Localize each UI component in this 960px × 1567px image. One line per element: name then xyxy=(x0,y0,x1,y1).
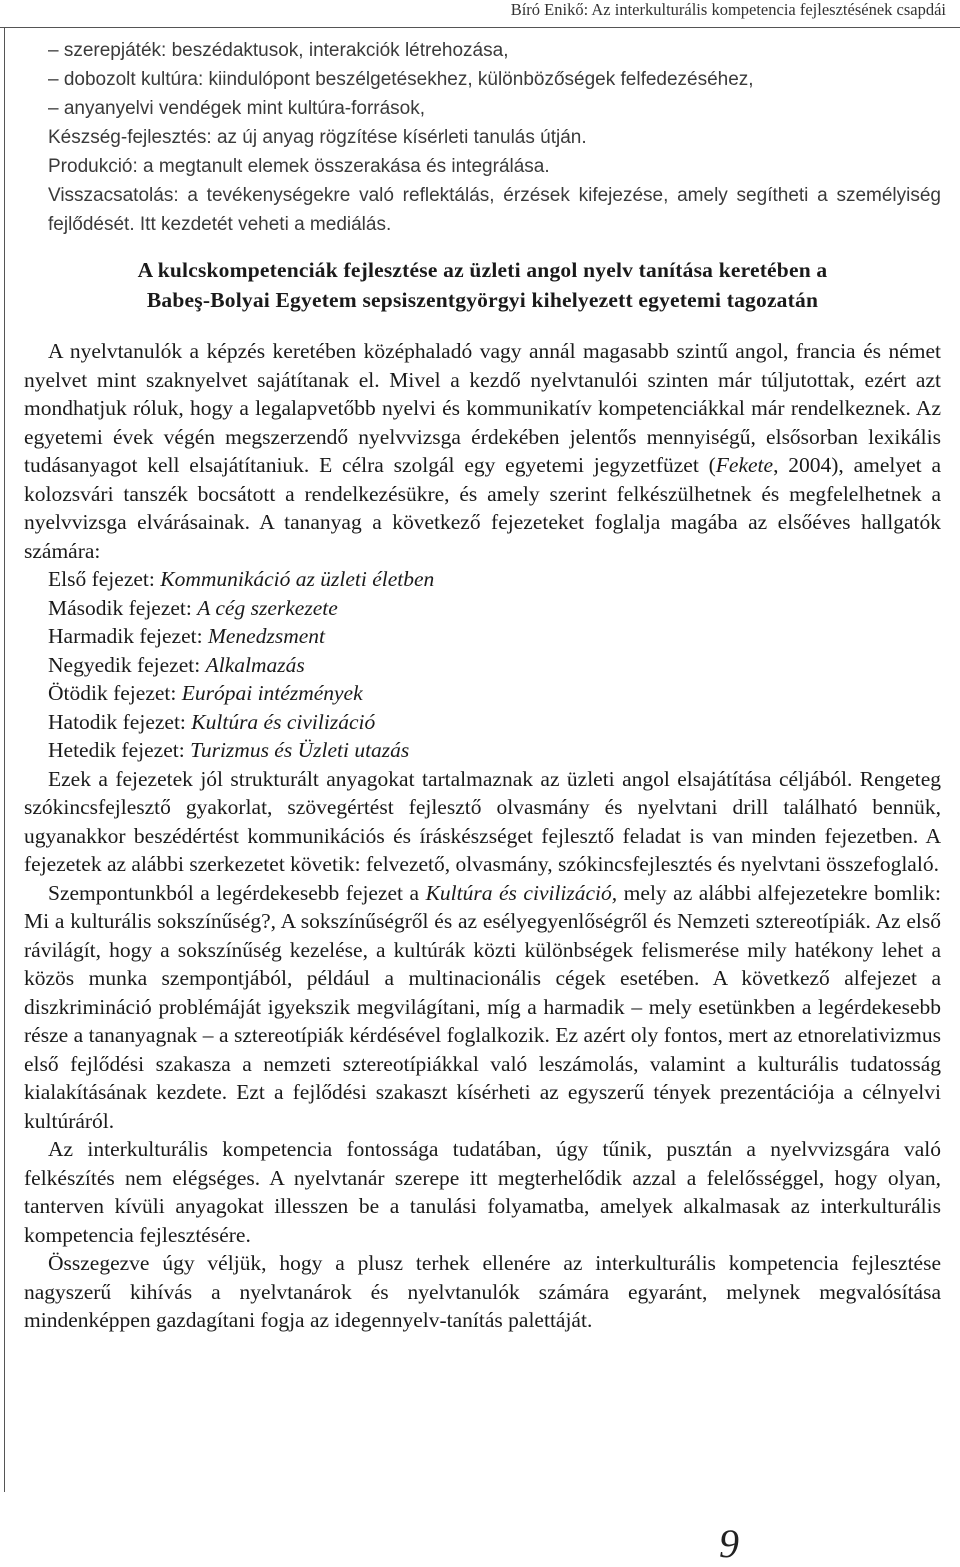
chapter-label: Ötödik fejezet: xyxy=(48,681,182,705)
chapter-item xyxy=(24,594,941,623)
list-item: – dobozolt kultúra: kiindulópont beszélgetésekhez, különbözőségek felfedezéséhez, xyxy=(48,69,754,90)
body-text xyxy=(24,337,941,1335)
chapter-item xyxy=(24,565,941,594)
chapter-item xyxy=(24,622,941,651)
paragraph xyxy=(24,337,941,565)
citation-author: Fekete xyxy=(715,453,774,477)
chapter-label: Hatodik fejezet: xyxy=(48,709,192,734)
chapter-title: A cég szerkezete xyxy=(197,595,338,620)
section-heading xyxy=(24,255,941,315)
paragraph: Ezek a fejezetek jól strukturált anyagokat tartalmaznak az üzleti angol elsajátítása céljából. Rengeteg szókincsfejlesztő gyakorlat, szövegértést fejlesztő olvasmány és nyelvtani drill található bennük, ugyanakkor beszédértést kommunikációs és íráskészséget fejlesztő feladat is van minden fejezetben. A fejezetek az alábbi szerkezetet követik: felvezető, olvasmány, szókincsfejlesztés és nyelvtani összefoglaló. xyxy=(24,766,941,876)
chapter-title: Menedzsment xyxy=(207,624,326,648)
paragraph: Összegezve úgy véljük, hogy a plusz terhek ellenére az interkulturális kompetencia fejlesztése nagyszerű kihívás a nyelvtanárok és nyelvtanulók számára egyaránt, melynek megvalósítása mindenképpen gazdagítani fogja az idegennyelv-tanítás palettáját. xyxy=(24,1251,941,1332)
paragraph-text: A nyelvtanulók a képzés keretében középhaladó vagy annál magasabb szintű angol, francia és német nyelvet mint szaknyelvet sajátítanak el. Mivel a kezdő nyelvtanulói szinten már túljutottak, ezért azt mondhatjuk róluk, hogy a legalapvetőbb nyelvi és kommunikatív kompetenciákkal már rendelkeznek. Az egyetemi évek végén megszerzendő nyelvvizsga érdekében jelentős mennyiségű, elsősorban lexikális tudásanyagot kell elsajátítaniuk. E célra szolgál egy egyetemi jegyzetfüzet ( xyxy=(24,339,941,477)
chapter-list xyxy=(24,565,941,765)
list-item: – anyanyelvi vendégek mint kultúra-források, xyxy=(48,98,426,119)
paragraph xyxy=(24,879,941,1136)
chapter-label: Második fejezet: xyxy=(48,595,198,620)
list-item: Produkció: a megtanult elemek összerakása és integrálása. xyxy=(48,156,550,177)
chapter-label: Hetedik fejezet: xyxy=(48,738,191,762)
chapter-label: Negyedik fejezet: xyxy=(48,652,206,677)
page-number: 9 xyxy=(719,1521,739,1566)
chapter-title: Kommunikáció az üzleti életben xyxy=(160,567,435,591)
header-rule xyxy=(0,27,960,28)
chapter-label: Első fejezet: xyxy=(48,567,161,591)
list-item: Visszacsatolás: a tevékenységekre való reflektálás, érzések kifejezése, amely segítheti a személyiség fejlődését. Itt kezdetét veheti a mediálás. xyxy=(48,185,941,235)
section-heading-line-1: A kulcskompetenciák fejlesztése az üzleti angol nyelv tanítása keretében a xyxy=(137,258,828,282)
paragraph-text: , 2004), amelyet a kolozsvári tanszék bocsátott a rendelkezésükre, és amely szerint felkészülhetnek és megfelelhetnek a nyelvvizsga elvárásainak. A tananyag a következő fejezeteket foglalja magába az elsőéves hallgatók számára: xyxy=(24,453,941,563)
chapter-title: Kultúra és civilizáció xyxy=(191,709,376,734)
chapter-title: Alkalmazás xyxy=(205,652,305,677)
section-heading-line-2: Babeş-Bolyai Egyetem sepsiszentgyörgyi kihelyezett egyetemi tagozatán xyxy=(146,288,819,312)
running-header: Bíró Enikő: Az interkulturális kompetencia fejlesztésének csapdái xyxy=(510,0,946,19)
emphasis-chapter-title: Kultúra és civilizáció, xyxy=(425,880,618,905)
chapter-title: Európai intézmények xyxy=(181,681,363,705)
chapter-item xyxy=(24,651,941,680)
paragraph-text: Szempontunkból a legérdekesebb fejezet a xyxy=(48,880,426,905)
chapter-title: Turizmus és Üzleti utazás xyxy=(190,738,410,762)
chapter-item xyxy=(24,679,941,708)
chapter-item xyxy=(24,708,941,737)
list-item: Készség-fejlesztés: az új anyag rögzítése kísérleti tanulás útján. xyxy=(48,127,587,148)
page-content xyxy=(24,36,941,1335)
paragraph-text: mely az alábbi alfejezetekre bomlik: Mi a kulturális sokszínűség?, A sokszínűségről és az esélyegyenlőségről és Nemzeti sztereotípiák. Az első rávilágít, hogy a sokszínűség kezelése, a kultúrák közti különbségek felismerése mily hatékony lehet a közös munka szempontjából, például a multinacionális cégek esetében. A következő alfejezet a diszkrimináció problémáját igyekszik megvilágítani, míg a harmadik – mely esetünkben a legérdekesebb része a tananyagnak – a sztereotípiák kérdésével foglalkozik. Ez azért oly fontos, mert az etnorelativizmus első fejlődési szakasza a nemzeti sztereotípiákkal való leszámolás, valamint a kulturális tudatosság kialakításának kezdete. Ezt a fejlődési szakaszt kísérheti az egyszerű tények prezentációja a célnyelvi kultúráról. xyxy=(24,880,942,1133)
chapter-label: Harmadik fejezet: xyxy=(48,624,208,648)
chapter-item xyxy=(24,736,941,765)
list-item: – szerepjáték: beszédaktusok, interakciók létrehozása, xyxy=(48,40,509,61)
method-list xyxy=(24,36,941,239)
paragraph: Az interkulturális kompetencia fontossága tudatában, úgy tűnik, pusztán a nyelvvizsgára való felkészítés nem elégséges. A nyelvtanár szerepe itt megterhelődik azzal a felelősséggel, hogy olyan, tanterven kívüli anyagokat illesszen be a tanulási folyamatba, amelyek alkalmasak az interkulturális kompetencia fejlesztésére. xyxy=(24,1137,941,1247)
left-margin-rule xyxy=(4,27,5,1492)
